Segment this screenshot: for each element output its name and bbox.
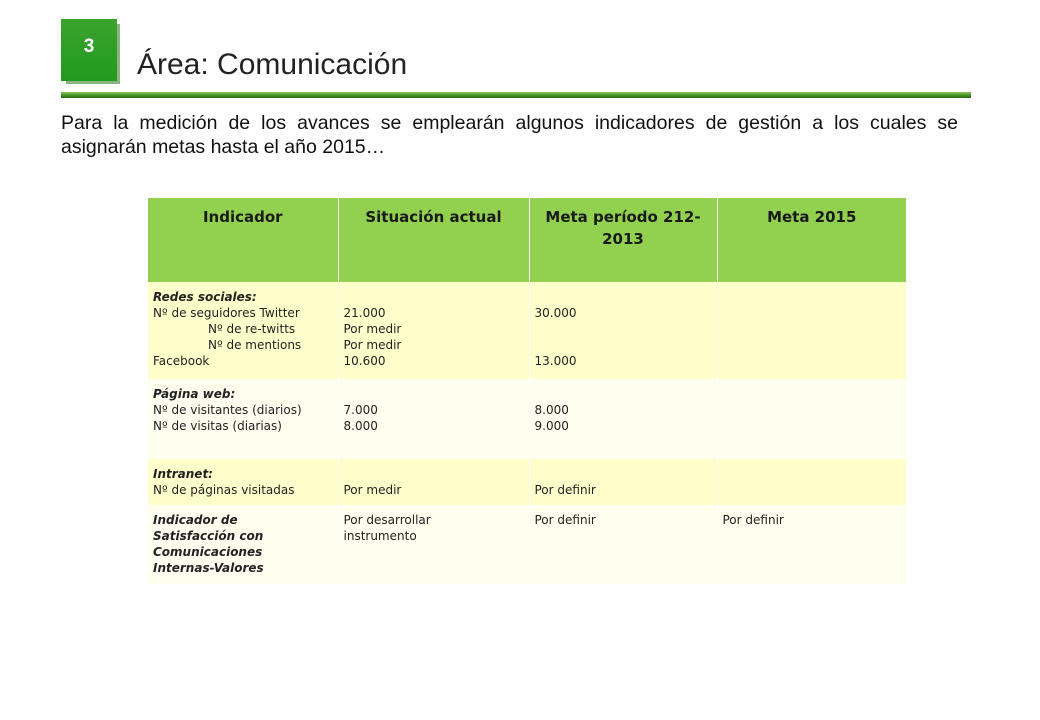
value-line: Por medir xyxy=(343,338,402,352)
value-line: Por medir xyxy=(343,322,402,336)
table-row xyxy=(148,459,906,505)
indicator-line: Nº de re-twitts xyxy=(208,322,296,336)
value-line: Por definir xyxy=(534,513,596,527)
value-line: 9.000 xyxy=(534,419,569,433)
value-line: 30.000 xyxy=(534,306,577,320)
indicator-line: Nº de páginas visitadas xyxy=(153,483,295,497)
value-line: 8.000 xyxy=(343,419,378,433)
slide-title: Área: Comunicación xyxy=(137,48,408,81)
intro-paragraph: Para la medición de los avances se emplearán algunos indicadores de gestión a los cuales se asignarán metas hasta el año 2015… xyxy=(61,112,958,158)
indicator-line: Nº de mentions xyxy=(208,338,302,352)
row-heading: Indicador de xyxy=(153,513,238,527)
indicator-line: Nº de visitantes (diarios) xyxy=(153,403,302,417)
value-line: 7.000 xyxy=(343,403,378,417)
cell-meta-2015 xyxy=(717,282,906,379)
value-line: 8.000 xyxy=(534,403,569,417)
row-heading: Intranet: xyxy=(153,467,213,481)
header-meta-2015: Meta 2015 xyxy=(717,198,906,282)
cell-meta-periodo xyxy=(529,282,717,379)
header-indicador: Indicador xyxy=(148,198,338,282)
cell-indicador xyxy=(148,459,338,505)
value-line: 10.600 xyxy=(343,354,386,368)
header-situacion-actual: Situación actual xyxy=(338,198,529,282)
cell-meta-2015 xyxy=(717,505,906,584)
cell-situacion xyxy=(338,379,529,459)
indicator-line: Nº de seguidores Twitter xyxy=(153,306,300,320)
table-row xyxy=(148,505,906,584)
row-heading: Página web: xyxy=(153,387,236,401)
value-line: Por desarrollar xyxy=(343,513,431,527)
cell-situacion xyxy=(338,459,529,505)
cell-meta-periodo xyxy=(529,459,717,505)
value-line: 13.000 xyxy=(534,354,577,368)
value-line: Por definir xyxy=(722,513,784,527)
slide-number: 3 xyxy=(83,36,95,57)
header-meta-periodo: Meta período 212-2013 xyxy=(529,198,717,282)
title-underline xyxy=(61,92,971,98)
row-heading: Internas-Valores xyxy=(153,561,264,575)
cell-meta-periodo xyxy=(529,505,717,584)
slide-number-badge xyxy=(61,19,117,81)
indicator-line: Facebook xyxy=(153,354,210,368)
table-row xyxy=(148,379,906,459)
row-heading: Comunicaciones xyxy=(153,545,263,559)
cell-meta-2015 xyxy=(717,379,906,459)
cell-indicador xyxy=(148,379,338,459)
cell-indicador xyxy=(148,505,338,584)
cell-indicador xyxy=(148,282,338,379)
table-header-row xyxy=(148,198,906,282)
cell-situacion xyxy=(338,505,529,584)
cell-meta-2015 xyxy=(717,459,906,505)
value-line: Por definir xyxy=(534,483,596,497)
cell-situacion xyxy=(338,282,529,379)
row-heading: Redes sociales: xyxy=(153,290,257,304)
row-heading: Satisfacción con xyxy=(153,529,264,543)
indicator-line: Nº de visitas (diarias) xyxy=(153,419,282,433)
value-line: instrumento xyxy=(343,529,417,543)
value-line: 21.000 xyxy=(343,306,386,320)
table-row xyxy=(148,282,906,379)
indicators-table xyxy=(148,198,906,584)
value-line: Por medir xyxy=(343,483,402,497)
cell-meta-periodo xyxy=(529,379,717,459)
